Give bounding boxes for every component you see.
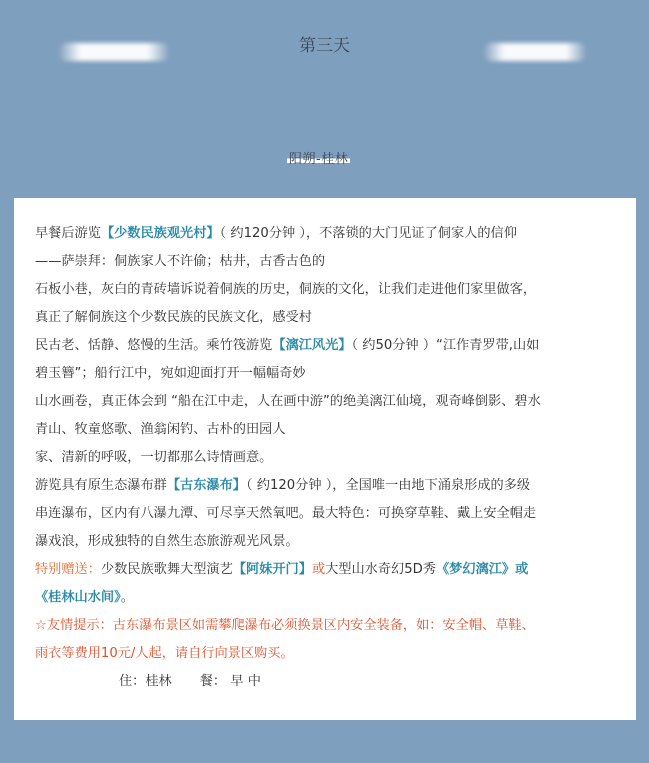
attraction-gudong-waterfall: 【古东瀑布】 (166, 478, 246, 493)
attraction-li-river: 【漓江风光】 (272, 338, 352, 353)
gift-label: 特别赠送： (35, 562, 101, 577)
show-guilin-landscape: 《桂林山水间》 (35, 590, 121, 605)
gift-or: 或 (311, 562, 326, 577)
text-line (35, 220, 621, 248)
text-span: 。 (120, 590, 134, 605)
text-span: 少数民族歌舞大型演艺 (100, 562, 233, 577)
text-span: 游览具有原生态瀑布群 (35, 478, 167, 493)
text-line: 真正了解侗族这个少数民族的民族文化，感受村 (35, 310, 312, 325)
text-span: 大型山水奇幻5D秀 (325, 562, 436, 577)
text-line: 瀑戏浪，形成独特的自然生态旅游观光风景。 (35, 534, 299, 549)
text-line: 家、清新的呼吸，一切都那么诗情画意。 (35, 450, 273, 465)
stay-meal-line (35, 668, 621, 696)
text-line (35, 332, 621, 360)
text-line: ——萨崇拜：侗族家人不许偷；枯井，古香古色的 (35, 254, 326, 269)
gift-line (35, 584, 621, 612)
itinerary-content (35, 220, 621, 696)
text-line (35, 472, 621, 500)
text-span: （ 约120分钟 ），全国唯一由地下涌泉形成的多级 (246, 478, 531, 493)
stay-label: 住：桂林 (119, 674, 172, 689)
tip-line: ☆友情提示：古东瀑布景区如需攀爬瀑布必须换景区内安全装备，如：安全帽、草鞋、 (35, 618, 535, 633)
text-line: 串连瀑布，区内有八瀑九潭、可尽享天然氧吧。最大特色：可换穿草鞋、戴上安全帽走 (35, 506, 537, 521)
itinerary-card (14, 198, 636, 720)
text-span: （ 约50分钟 ）“江作青罗带,山如 (351, 338, 540, 353)
day-title: 第三天 (299, 36, 350, 56)
attraction-folk-village: 【少数民族观光村】 (100, 226, 220, 241)
text-line: 山水画卷，真正体会到 “船在江中走，人在画中游”的绝美漓江仙境，观奇峰倒影、碧水 (35, 394, 541, 409)
show-amei: 【阿妹开门】 (232, 562, 312, 577)
meal-label: 餐： 早 中 (199, 674, 261, 689)
tip-line: 雨衣等费用10元/人起，请自行向景区购买。 (35, 646, 294, 661)
text-line: 青山、牧童悠歌、渔翁闲钓、古朴的田园人 (35, 422, 286, 437)
text-span: 早餐后游览 (35, 226, 101, 241)
show-dream-li-river: 《梦幻漓江》或 (435, 562, 529, 577)
text-span: （ 约120分钟 ），不落锁的大门见证了侗家人的信仰 (219, 226, 517, 241)
text-line: 石板小巷，灰白的青砖墙诉说着侗族的历史，侗族的文化，让我们走进他们家里做客， (35, 282, 537, 297)
route-title: 阳朔-桂林 (287, 148, 350, 167)
text-span: 民古老、恬静、悠慢的生活。乘竹筏游览 (35, 338, 273, 353)
text-line: 碧玉簪”；船行江中，宛如迎面打开一幅幅奇妙 (35, 366, 306, 381)
gift-line (35, 556, 621, 584)
